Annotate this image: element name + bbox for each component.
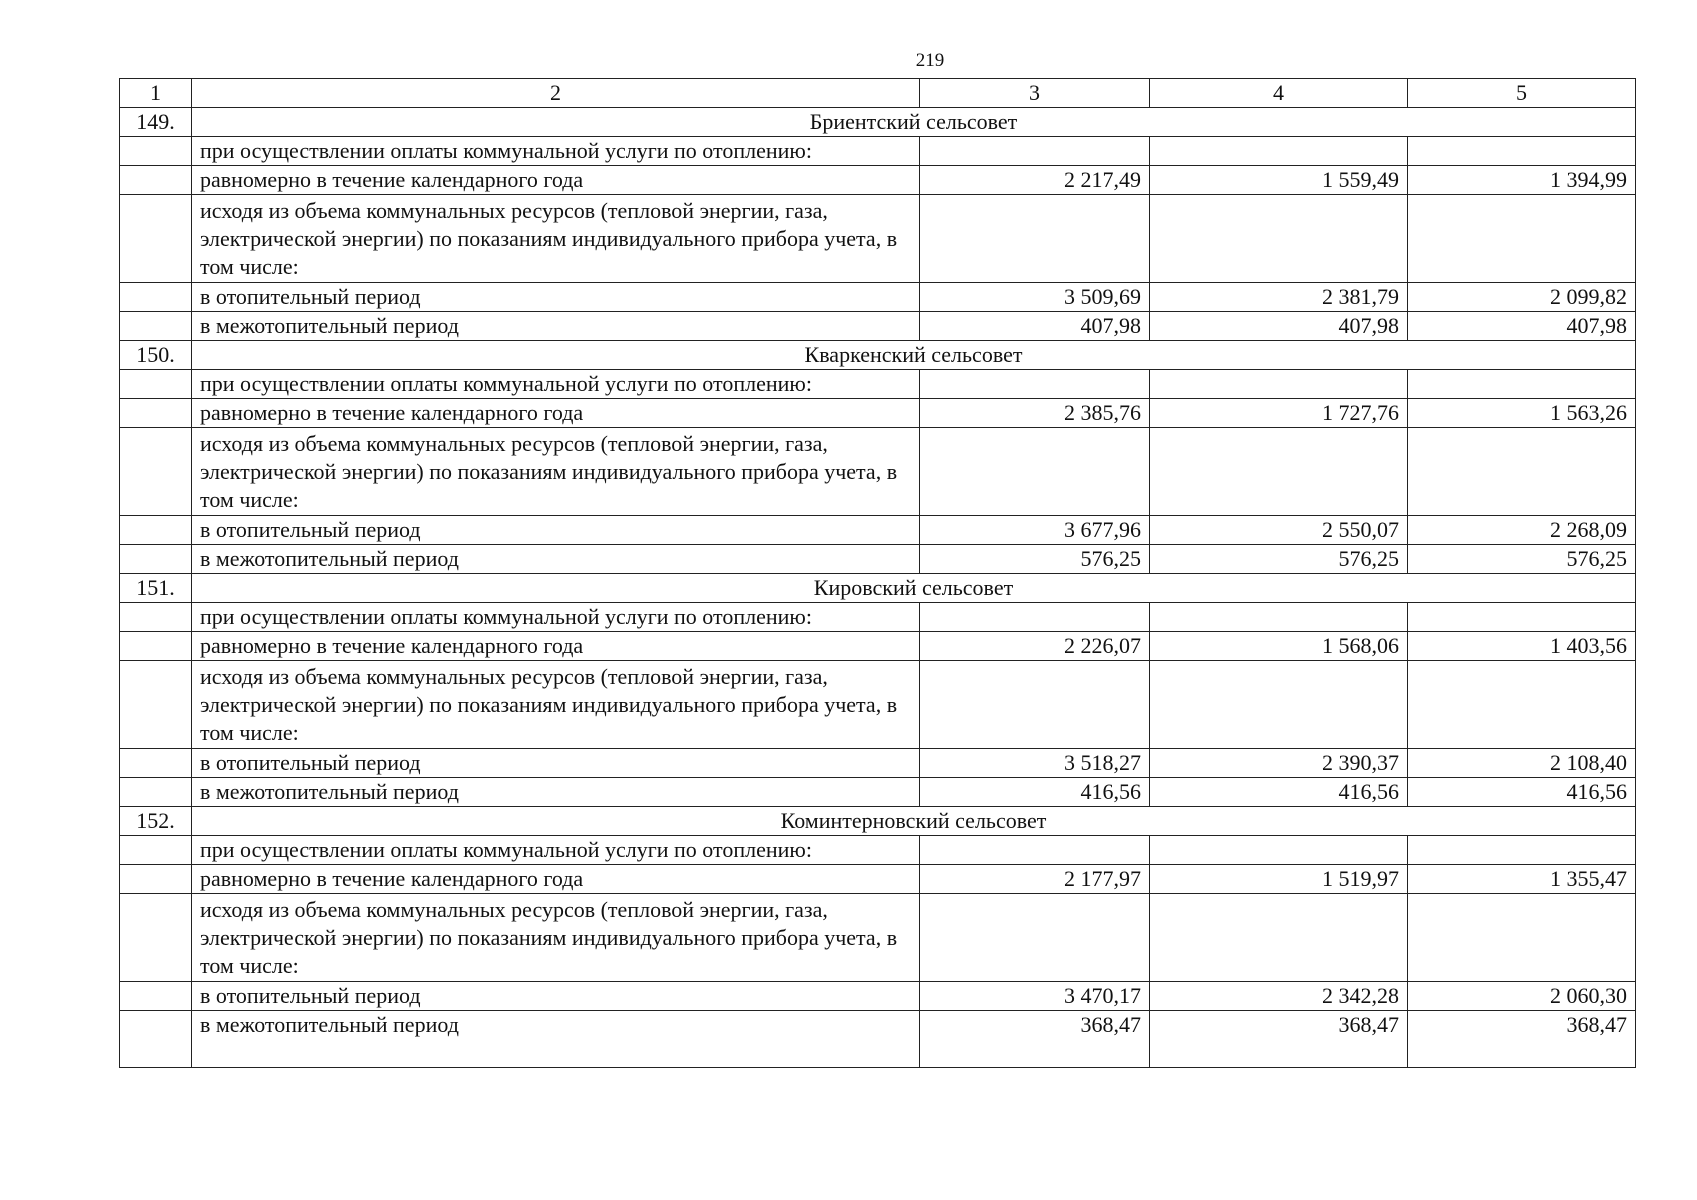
value-cell-col-5 (1408, 195, 1636, 283)
section-row (120, 341, 1636, 370)
value-cell-col-4: 407,98 (1150, 312, 1408, 341)
value-cell-col-3 (920, 894, 1150, 982)
value-cell-col-5 (1408, 137, 1636, 166)
section-name: Коминтерновский сельсовет (192, 807, 1636, 836)
row-number-cell (120, 836, 192, 865)
value-cell-col-3 (920, 661, 1150, 749)
value-cell-col-4 (1150, 836, 1408, 865)
value-cell-col-4: 2 381,79 (1150, 283, 1408, 312)
value-cell-col-5: 2 060,30 (1408, 982, 1636, 1011)
section-number: 149. (120, 108, 192, 137)
section-name: Кваркенский сельсовет (192, 341, 1636, 370)
value-cell-col-4: 2 342,28 (1150, 982, 1408, 1011)
table-row (120, 312, 1636, 341)
value-cell-col-3 (920, 836, 1150, 865)
value-cell-col-5: 416,56 (1408, 778, 1636, 807)
page-number: 219 (915, 50, 945, 71)
table-row (120, 749, 1636, 778)
value-cell-col-4: 2 390,37 (1150, 749, 1408, 778)
row-description: в отопительный период (192, 982, 920, 1011)
value-cell-col-5: 1 563,26 (1408, 399, 1636, 428)
section-number: 151. (120, 574, 192, 603)
row-description: в межотопительный период (192, 312, 920, 341)
row-number-cell (120, 370, 192, 399)
value-cell-col-3: 368,47 (920, 1011, 1150, 1068)
row-description: в межотопительный период (192, 545, 920, 574)
row-description: равномерно в течение календарного года (192, 399, 920, 428)
value-cell-col-4: 576,25 (1150, 545, 1408, 574)
value-cell-col-3: 3 677,96 (920, 516, 1150, 545)
section-row (120, 807, 1636, 836)
row-description: равномерно в течение календарного года (192, 166, 920, 195)
table-row (120, 370, 1636, 399)
row-description: в отопительный период (192, 516, 920, 545)
section-number: 152. (120, 807, 192, 836)
header-col-5: 5 (1408, 79, 1636, 108)
row-number-cell (120, 195, 192, 283)
header-col-3: 3 (920, 79, 1150, 108)
row-number-cell (120, 749, 192, 778)
table-row (120, 982, 1636, 1011)
value-cell-col-3 (920, 195, 1150, 283)
value-cell-col-4: 368,47 (1150, 1011, 1408, 1068)
value-cell-col-5: 576,25 (1408, 545, 1636, 574)
table-row (120, 836, 1636, 865)
value-cell-col-3 (920, 370, 1150, 399)
table-row (120, 399, 1636, 428)
value-cell-col-5: 407,98 (1408, 312, 1636, 341)
row-description: при осуществлении оплаты коммунальной услуги по отоплению: (192, 836, 920, 865)
row-description: в отопительный период (192, 749, 920, 778)
table-row (120, 865, 1636, 894)
row-description: исходя из объема коммунальных ресурсов (тепловой энергии, газа, электрической энергии) по показаниям индивидуального прибора учета, в том числе: (192, 195, 920, 283)
value-cell-col-3: 2 177,97 (920, 865, 1150, 894)
value-cell-col-3: 3 470,17 (920, 982, 1150, 1011)
table-row (120, 195, 1636, 283)
value-cell-col-5: 368,47 (1408, 1011, 1636, 1068)
header-col-1: 1 (120, 79, 192, 108)
row-number-cell (120, 312, 192, 341)
value-cell-col-4: 416,56 (1150, 778, 1408, 807)
row-number-cell (120, 632, 192, 661)
value-cell-col-3: 576,25 (920, 545, 1150, 574)
row-description: при осуществлении оплаты коммунальной услуги по отоплению: (192, 603, 920, 632)
value-cell-col-4: 1 519,97 (1150, 865, 1408, 894)
value-cell-col-4: 1 559,49 (1150, 166, 1408, 195)
value-cell-col-4 (1150, 137, 1408, 166)
value-cell-col-4 (1150, 661, 1408, 749)
table-row (120, 137, 1636, 166)
value-cell-col-4 (1150, 894, 1408, 982)
row-description: при осуществлении оплаты коммунальной услуги по отоплению: (192, 137, 920, 166)
value-cell-col-5 (1408, 836, 1636, 865)
section-row (120, 108, 1636, 137)
value-cell-col-5: 2 099,82 (1408, 283, 1636, 312)
value-cell-col-3: 2 226,07 (920, 632, 1150, 661)
row-description: равномерно в течение календарного года (192, 865, 920, 894)
value-cell-col-3: 407,98 (920, 312, 1150, 341)
value-cell-col-4: 1 727,76 (1150, 399, 1408, 428)
row-description: при осуществлении оплаты коммунальной услуги по отоплению: (192, 370, 920, 399)
value-cell-col-5 (1408, 661, 1636, 749)
table-row (120, 894, 1636, 982)
value-cell-col-5 (1408, 894, 1636, 982)
row-description: в отопительный период (192, 283, 920, 312)
value-cell-col-5 (1408, 370, 1636, 399)
header-col-2: 2 (192, 79, 920, 108)
row-description: исходя из объема коммунальных ресурсов (тепловой энергии, газа, электрической энергии) по показаниям индивидуального прибора учета, в том числе: (192, 428, 920, 516)
value-cell-col-3: 3 509,69 (920, 283, 1150, 312)
table-row (120, 428, 1636, 516)
table-row (120, 283, 1636, 312)
tariff-table (119, 78, 1636, 1068)
value-cell-col-5: 1 355,47 (1408, 865, 1636, 894)
row-description: исходя из объема коммунальных ресурсов (тепловой энергии, газа, электрической энергии) по показаниям индивидуального прибора учета, в том числе: (192, 661, 920, 749)
value-cell-col-4 (1150, 195, 1408, 283)
row-number-cell (120, 545, 192, 574)
row-description: в межотопительный период (192, 1011, 920, 1068)
row-description: исходя из объема коммунальных ресурсов (тепловой энергии, газа, электрической энергии) по показаниям индивидуального прибора учета, в том числе: (192, 894, 920, 982)
value-cell-col-3 (920, 603, 1150, 632)
value-cell-col-5: 1 394,99 (1408, 166, 1636, 195)
header-col-4: 4 (1150, 79, 1408, 108)
row-number-cell (120, 982, 192, 1011)
value-cell-col-3 (920, 428, 1150, 516)
table-row (120, 1011, 1636, 1068)
row-number-cell (120, 283, 192, 312)
row-number-cell (120, 166, 192, 195)
table-row (120, 661, 1636, 749)
row-description: равномерно в течение календарного года (192, 632, 920, 661)
row-number-cell (120, 137, 192, 166)
row-number-cell (120, 603, 192, 632)
table-header-row (120, 79, 1636, 108)
row-number-cell (120, 894, 192, 982)
table-row (120, 778, 1636, 807)
value-cell-col-3: 2 385,76 (920, 399, 1150, 428)
value-cell-col-5: 2 268,09 (1408, 516, 1636, 545)
row-number-cell (120, 428, 192, 516)
table-row (120, 603, 1636, 632)
section-row (120, 574, 1636, 603)
value-cell-col-3: 3 518,27 (920, 749, 1150, 778)
value-cell-col-4 (1150, 370, 1408, 399)
row-number-cell (120, 778, 192, 807)
value-cell-col-4 (1150, 603, 1408, 632)
value-cell-col-4: 1 568,06 (1150, 632, 1408, 661)
value-cell-col-5 (1408, 428, 1636, 516)
table-row (120, 545, 1636, 574)
row-number-cell (120, 865, 192, 894)
value-cell-col-3: 2 217,49 (920, 166, 1150, 195)
table-row (120, 632, 1636, 661)
section-name: Бриентский сельсовет (192, 108, 1636, 137)
row-number-cell (120, 661, 192, 749)
section-name: Кировский сельсовет (192, 574, 1636, 603)
value-cell-col-5: 1 403,56 (1408, 632, 1636, 661)
row-description: в межотопительный период (192, 778, 920, 807)
table-row (120, 516, 1636, 545)
value-cell-col-4 (1150, 428, 1408, 516)
section-number: 150. (120, 341, 192, 370)
value-cell-col-4: 2 550,07 (1150, 516, 1408, 545)
row-number-cell (120, 1011, 192, 1068)
value-cell-col-5: 2 108,40 (1408, 749, 1636, 778)
value-cell-col-3: 416,56 (920, 778, 1150, 807)
value-cell-col-3 (920, 137, 1150, 166)
table-row (120, 166, 1636, 195)
value-cell-col-5 (1408, 603, 1636, 632)
row-number-cell (120, 516, 192, 545)
row-number-cell (120, 399, 192, 428)
